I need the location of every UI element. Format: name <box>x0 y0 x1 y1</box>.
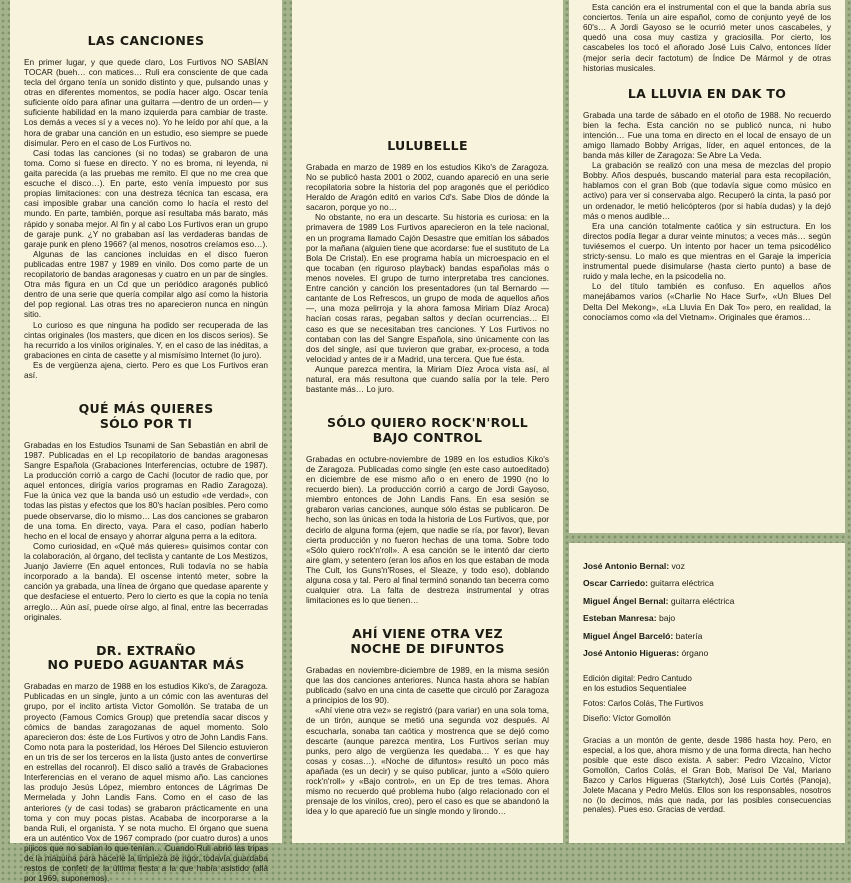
column-middle <box>292 0 563 843</box>
title-line: SÓLO POR TI <box>99 416 193 431</box>
paragraph: Aunque parezca mentira, la Miriam Díez Aroca vista así, al natural, era más resultona que cuando salía por la tele. Pero bastante más… Lo juro. <box>306 363 549 395</box>
member-name: José Antonio Bernal: <box>583 561 670 571</box>
member-role: batería <box>675 630 703 641</box>
credit-member <box>583 631 831 641</box>
paragraph: Grabadas en octubre-noviembre de 1989 en los estudios Kiko's de Zaragoza. Publicadas como single (en este caso autoeditado) en diciembre de ese mismo año o en enero de 1990 (no lo recuerdo bien). La producción corrió a cargo de Jordi Gayoso, miembro entonces de John Landis Fans. En esa sesión se grabaron varias canciones, aunque sólo éstas se publicaron. De hecho, son las únicas en toda la historia de Los Furtivos, que, por decirlo de alguna forma (ejem, que nadie se ría, por favor), llevan cierta producción y no fueron hechas de una toma. Sobre todo «Sólo quiero rock'n'roll». A esa canción se le intentó dar cierto aire glam, y setentero (eran los años en los que estaban de moda The Cult, los Guns'n'Roses, el Sleaze, y todo eso), doblando alguna cosa y tal. Pero al final terminó sonando tan becerra como cualquier otra. La falta de destreza instrumental y otras limitaciones es lo que tienen… <box>306 453 549 606</box>
thanks-text: Gracias a un montón de gente, desde 1986 hasta hoy. Pero, en especial, a los que, ahora mismo y de una forma directa, han hecho posible que este disco exista. A saber: Pedro Vizcaíno, Víctor Gomollón, Carlos Colás, el Gran Bob, Marisol De Val, Mariano Bazco y Carlos Higueras (Starkytch), José Luis Cortés (Panoja), Jolete Macana y Pedro Melús. Ellos son los responsables, nosotros no (lo decimos, más que nada, por las posibles consecuencias penales). Pues eso. Gracias de verdad. <box>583 736 831 815</box>
title-line: NO PUEDO AGUANTAR MÁS <box>47 657 245 673</box>
section-title-lulubelle: LULUBELLE <box>387 138 468 153</box>
design-credit: Diseño: Víctor Gomollón <box>583 714 671 724</box>
paragraph: En primer lugar, y que quede claro, Los Furtivos NO SABÍAN TOCAR (bueh… con matices… Ruli era consciente de que cada tecla del órgano tenía un sonido distinto y que, pulsando unas y otras en diferentes momentos, se podía hacer algo. Oscar tenía suficiente oído para afinar una guitarra —dentro de un orden— y suficiente habilidad en la mano izquierda para cambiar de traste. Los demás a veces sí y a veces no). Yo he leído por ahí que, a la hora de grabar una canción en un estudio, eso siempre se puede disimular. Pero en el caso de Los Furtivos no. <box>24 56 268 148</box>
credits-panel <box>569 543 845 843</box>
paragraph: «Ahí viene otra vez» se registró (para variar) en una sola toma, de un tirón, aunque se metió una segunda voz después. Al escucharla, sonaba tan caótica y mostrenca que se dejó como descarte (aunque parezca mentira, Los Furtivos serían muy punks, pero algo de vergüenza les quedaba… Y es que hay cosas y cosas…). «Noche de difuntos» resultó un poco más apañada (es un decir) y se quiso publicar, junto a «Sólo quiero rock'n'roll» y «Bajo control», en un Ep de tres temas. Ahora mismo no recuerdo qué problema hubo (algo relacionado con el prensaje de los vinilos, creo), pero el caso es que se abandonó la idea y lo que apareció fue un single mondo y lirondo… <box>306 705 549 817</box>
edition-credit-studio: en los estudios Sequentialee <box>583 684 687 694</box>
paragraph: Algunas de las canciones incluidas en el disco fueron publicadas entre 1987 y 1989 en vinilo. Dos como parte de un recopilatorio de bandas aragonesas y cuatro en un par de singles. Otra más figura en un Cd que un periódico aragonés publicó dentro de una serie que quería compilar algo así como la historia del pop regional. Las otras tres no aparecieron nunca en ningún sitio. <box>24 248 268 320</box>
paragraph: Lo del título también es confuso. En aquellos años manejábamos varios («Charlie No Hace Surf», «Un Blues Del Delta Del Mekong», «La Lluvia En Dak To» pero, en realidad, la conocíamos como «la del Vietnam». Originales que éramos… <box>583 281 831 322</box>
credit-member <box>583 648 831 658</box>
continued-text-spacer <box>306 4 549 139</box>
credit-member <box>583 613 831 623</box>
paragraph: Es de vergüenza ajena, cierto. Pero es que Los Furtivos eran así. <box>24 360 268 381</box>
paragraph: Grabada en marzo de 1989 en los estudios Kiko's de Zaragoza. No se publicó hasta 2001 o 2002, cuando apareció en una serie recopilatoria sobre la historia del pop aragonés que el periódico Heraldo de Aragón editó en varios Cd's. Sabe Dios de dónde la sacaron, porque yo no… <box>306 161 549 213</box>
member-role: voz <box>671 561 685 571</box>
paragraph: Como curiosidad, en «Qué más quieres» quisimos contar con la colaboración, al órgano, del teclista y cantante de Los Mestizos, Juanjo Javierre (En aquel entonces, Ruli todavía no se había incorporado a la banda). El oscense intentó meter, sobre la canción ya grabada, una línea de órgano que quedase aparente y que desfaciese el entuerto. Pero lo cierto es que la copia no tenía arreglo… Aún así, puede oírse algo, al final, entre las becerradas originales. <box>24 540 268 622</box>
member-name: Miguel Ángel Bernal: <box>583 595 669 606</box>
member-name: José Antonio Higueras: <box>583 648 680 659</box>
title-line: QUÉ MÁS QUIERES <box>78 401 214 417</box>
member-name: Oscar Carriedo: <box>583 578 648 589</box>
member-name: Esteban Manresa: <box>583 613 657 624</box>
section-title-que-mas-quieres <box>24 402 268 432</box>
section-title-dr-extrano <box>24 644 268 674</box>
credit-member <box>583 578 831 588</box>
paragraph: Grabadas en noviembre-diciembre de 1989, en la misma sesión que las dos canciones anteriores. Nunca hasta ahora se habían publicado (salvo en una cinta de casette que circuló por Zaragoza a principios de los 90). <box>306 664 549 706</box>
section-title-ahi-viene <box>306 627 549 657</box>
member-role: bajo <box>658 613 676 624</box>
credit-member <box>583 561 831 571</box>
section-title-las-canciones: LAS CANCIONES <box>87 33 205 48</box>
member-name: Miguel Ángel Barceló: <box>583 630 674 641</box>
column-right-top <box>569 0 845 533</box>
section-title-la-lluvia: LA LLUVIA EN DAK TO <box>627 85 787 101</box>
edition-credit: Edición digital: Pedro Cantudo <box>583 673 692 683</box>
member-role: guitarra eléctrica <box>650 578 714 589</box>
paragraph: No obstante, no era un descarte. Su historia es curiosa: en la primavera de 1989 Los Furtivos aparecieron en la tele nacional, en un programa llamado Cajón Desastre que emitían los sábados por la mañana (alguien tiene que acordarse: fue el sustituto de La Bola De Cristal). En ese programa había un microespacio en el que tocaban (en riguroso playback) bandas españolas más o menos noveles. El grupo de turno interpretaba tres canciones. Entre canción y canción los presentadores (un tal Bernardo —cantante de Los Refrescos, un grupo de moda de aquellos años—, una moza pelirroja y la ahora famosa Miriam Díaz Aroca) hacían cosas raras, pegaban saltos y decían ocurrencias… El caso es que se necesitaban tres canciones. Y Los Furtivos no contaban con las del Sangre Española, sino únicamente con las dos del single, así que tuvieron que grabar, ex-proceso, a toda velocidad y antes de ir a Madrid, una tercera. Que fue ésta. <box>306 212 549 364</box>
paragraph: Esta canción era el instrumental con el que la banda abría sus conciertos. Tenía un aire español, como de conjunto yeyé de los 60's… A Jordi Gayoso se le ocurrió meter unos cascabeles, y quedó una cosa muy castiza y graciosilla. Por cierto, los cascabeles los tocó el añorado José Luis Calvo, entonces líder (mejor sería decir factotum) de Índice De Mármol y de otras historias musicales. <box>583 2 831 73</box>
member-role: guitarra eléctrica <box>670 595 735 606</box>
paragraph: Grabada una tarde de sábado en el otoño de 1988. No recuerdo bien la fecha. Esta canción no se publicó nunca, ni hubo intención… Fue una toma en directo en el local de ensayo de un amigo llamado Bobby Arrigas, líder, en aquel entonces, de la banda más killer de Zaragoza: Se Abre La Veda. <box>583 109 831 160</box>
paragraph: La grabación se realizó con una mesa de mezclas del propio Bobby. Años después, buscando material para esta recopilación, hablamos con el gran Bob (que todavía sigue como músico en activo) para ver si conservaba algo. Recuperó la cinta, la pasó por un ordenador, le metió helicópteros (por si había dudas) y la dejó más o menos audible… <box>583 160 831 221</box>
paragraph: Grabadas en marzo de 1988 en los estudios Kiko's, de Zaragoza. Publicadas en un single, junto a un cómic con las aventuras del grupo, por el inclito artista Victor Gomollón. Se trataba de un proyecto (Famous Comics Group) que pretendía sacar discos y cómics de bandas zaragozanas de aquel momento. Solo aparecieron dos: éste de Los Furtivos y otro de John Landis Fans. Como nota para la posteridad, los Héroes Del Silencio estuvieron en un tris de ser los terceros en la lista (justo antes de convertirse en estrellas del rocanrol). El disco salió a través de Grabaciones Interferencias en el verano de aquel mismo año. Las canciones las produjo Jesús López, miembro entonces de Lágrimas De Mermelada y John Landis Fans. Como en el caso de las anteriores (y de casi todas) se grabaron prácticamente en una toma y con muy pocas pistas. Acababa de incorporarse a la banda Ruli, el organista. Y se nota mucho. El órgano que suena era un auténtico Vox de 1967 comprado (por cuatro duros) a unos pijicos que no sabían lo que tenían… Cuando Ruli abrió las tripas de la máquina para hacerle la limpieza de rigor, todavía guardaba restos de confeti de la última fiesta a la que había asistido (allá por 1969, suponemos). <box>24 681 268 883</box>
credit-member <box>583 596 831 606</box>
title-line: SÓLO QUIERO ROCK'N'ROLL <box>326 415 528 431</box>
paragraph: Era una canción totalmente caótica y sin estructura. En los directos podía llegar a durar veinte minutos; a veces más… según tuviésemos el cuerpo. Un intento por hacer un tema psicodélico stricty-sensu. Lo malo es que mientras en el Garaje la imperícia instrumental puede disimularse (hasta cierto punto) a base de ruido y mala leche, en la psicodelia no. <box>583 220 831 282</box>
paragraph: Casi todas las canciones (si no todas) se grabaron de una toma. Como si fuese en directo. Y no es broma, ni leyenda, ni gaita parecida (a las pruebas me remito. El que no me crea que escuche el disco…). En parte, esto venía impuesto por sus propias limitaciones: con una destreza técnica tan escasa, era casi imposible grabar una canción como lo hacía el resto del mundo. En parte, también, porque así resultaba más barato, más rápido y sonaba mejor. Al fin y al cabo Los Furtivos eran un grupo de garaje punk. ¿Y no grababan así las verdaderas bandas de garaje punk en pleno 1966? (al menos, nosotros creíamos eso…). <box>24 147 268 249</box>
title-line: AHÍ VIENE OTRA VEZ <box>352 626 503 642</box>
paragraph: Grabadas en los Estudios Tsunami de San Sebastián en abril de 1987. Publicadas en el Lp recopilatorio de bandas aragonesas Sangre Española (Grabaciones Interferencias, octubre de 1987). La producción corrió a cargo de Cachi (locutor de radio que, por aquel entonces, dirigía varios programas en Radio Zaragoza). Fue la única vez que la banda usó un estudio «de verdad», con todas las pistas y efectos que los 80's hacían posibles. Pero como puede observarse, dio lo mismo… Las dos canciones se grabaron de una toma. En directo, vaya. Para el caso, podían haberlo hecho en el local de ensayo y ahorrar alguna perra a la editora. <box>24 439 268 541</box>
section-title-solo-quiero <box>306 416 549 446</box>
photos-credit: Fotos: Carlos Colás, The Furtivos <box>583 699 704 709</box>
member-role: órgano <box>681 648 709 659</box>
column-left <box>10 0 282 883</box>
paragraph: Lo curioso es que ninguna ha podido ser recuperada de las cintas originales (los masters, que dicen en los discos serios). Se ha recurrido a los vinilos originales. Y, en el caso de las inéditas, a grabaciones en cinta de casette y al mismísimo Internet (lo juro). <box>24 319 268 360</box>
title-line: NOCHE DE DIFUNTOS <box>350 641 505 657</box>
title-line: BAJO CONTROL <box>372 430 483 446</box>
title-line: DR. EXTRAÑO <box>96 642 196 658</box>
